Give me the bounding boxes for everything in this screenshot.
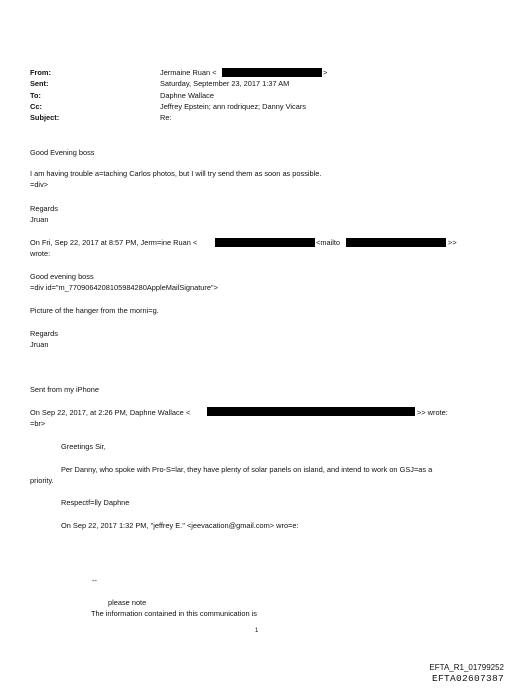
- greeting: Good Evening boss: [30, 148, 95, 157]
- sent-label: Sent:: [30, 79, 49, 88]
- body-line: I am having trouble a=taching Carlos photos, but I will try send them as soon as possible.: [30, 169, 322, 178]
- disclaimer-line: please note: [108, 598, 147, 607]
- body-line: Per Danny, who spoke with Pro-S=lar, they have plenty of solar panels on island, and intend to work on GSJ=as a: [61, 465, 433, 474]
- from-tail: >: [323, 68, 328, 77]
- redaction-block: [207, 407, 415, 416]
- sent-from: Sent from my iPhone: [30, 385, 100, 394]
- to-value: Daphne Wallace: [160, 91, 214, 100]
- sent-value: Saturday, September 23, 2017 1:37 AM: [160, 79, 290, 88]
- body-line: =div id="m_7709064208105984280AppleMailSignature">: [30, 283, 218, 292]
- greeting: Good evening boss: [30, 272, 94, 281]
- bates-id-primary: EFTA_R1_01799252: [429, 663, 504, 672]
- bates-id-secondary: EFTA02607387: [431, 673, 504, 684]
- body-line: priority.: [30, 476, 54, 485]
- quote-header-tail: >> wrote:: [417, 408, 448, 417]
- cc-value: Jeffrey Epstein; ann rodriquez; Danny Vicars: [160, 102, 306, 111]
- quote-header: On Fri, Sep 22, 2017 at 8:57 PM, Jerm=ine Ruan <: [30, 238, 198, 247]
- to-label: To:: [30, 91, 41, 100]
- page-number: 1: [255, 628, 259, 634]
- body-line: =div>: [30, 180, 49, 189]
- redaction-block: [346, 238, 446, 247]
- quote-header-wrote: wrote:: [30, 249, 51, 258]
- greeting: Greetings Sir,: [61, 442, 106, 451]
- from-value: Jermaine Ruan <: [160, 68, 217, 77]
- body-line: =br>: [30, 419, 46, 428]
- quote-header: On Sep 22, 2017, at 2:26 PM, Daphne Wallace <: [30, 408, 191, 417]
- disclaimer-line: The information contained in this communication is: [91, 609, 257, 618]
- body-line: Picture of the hanger from the morni=g.: [30, 306, 159, 315]
- from-label: From:: [30, 68, 51, 77]
- quote-header-tail: >>: [448, 238, 457, 247]
- signature: Jruan: [30, 340, 49, 349]
- signoff: Regards: [30, 204, 58, 213]
- subject-value: Re:: [160, 113, 172, 122]
- redaction-block: [215, 238, 315, 247]
- signoff: Respectf=lly Daphne: [61, 498, 130, 507]
- separator: --: [92, 576, 97, 585]
- subject-label: Subject:: [30, 113, 60, 122]
- mailto-text: <mailto: [316, 238, 341, 247]
- signature: Jruan: [30, 215, 49, 224]
- signoff: Regards: [30, 329, 58, 338]
- quote-header: On Sep 22, 2017 1:32 PM, "jeffrey E." <jeevacation@gmail.com> wro=e:: [61, 521, 299, 530]
- redaction-block: [222, 68, 322, 77]
- cc-label: Cc:: [30, 102, 42, 111]
